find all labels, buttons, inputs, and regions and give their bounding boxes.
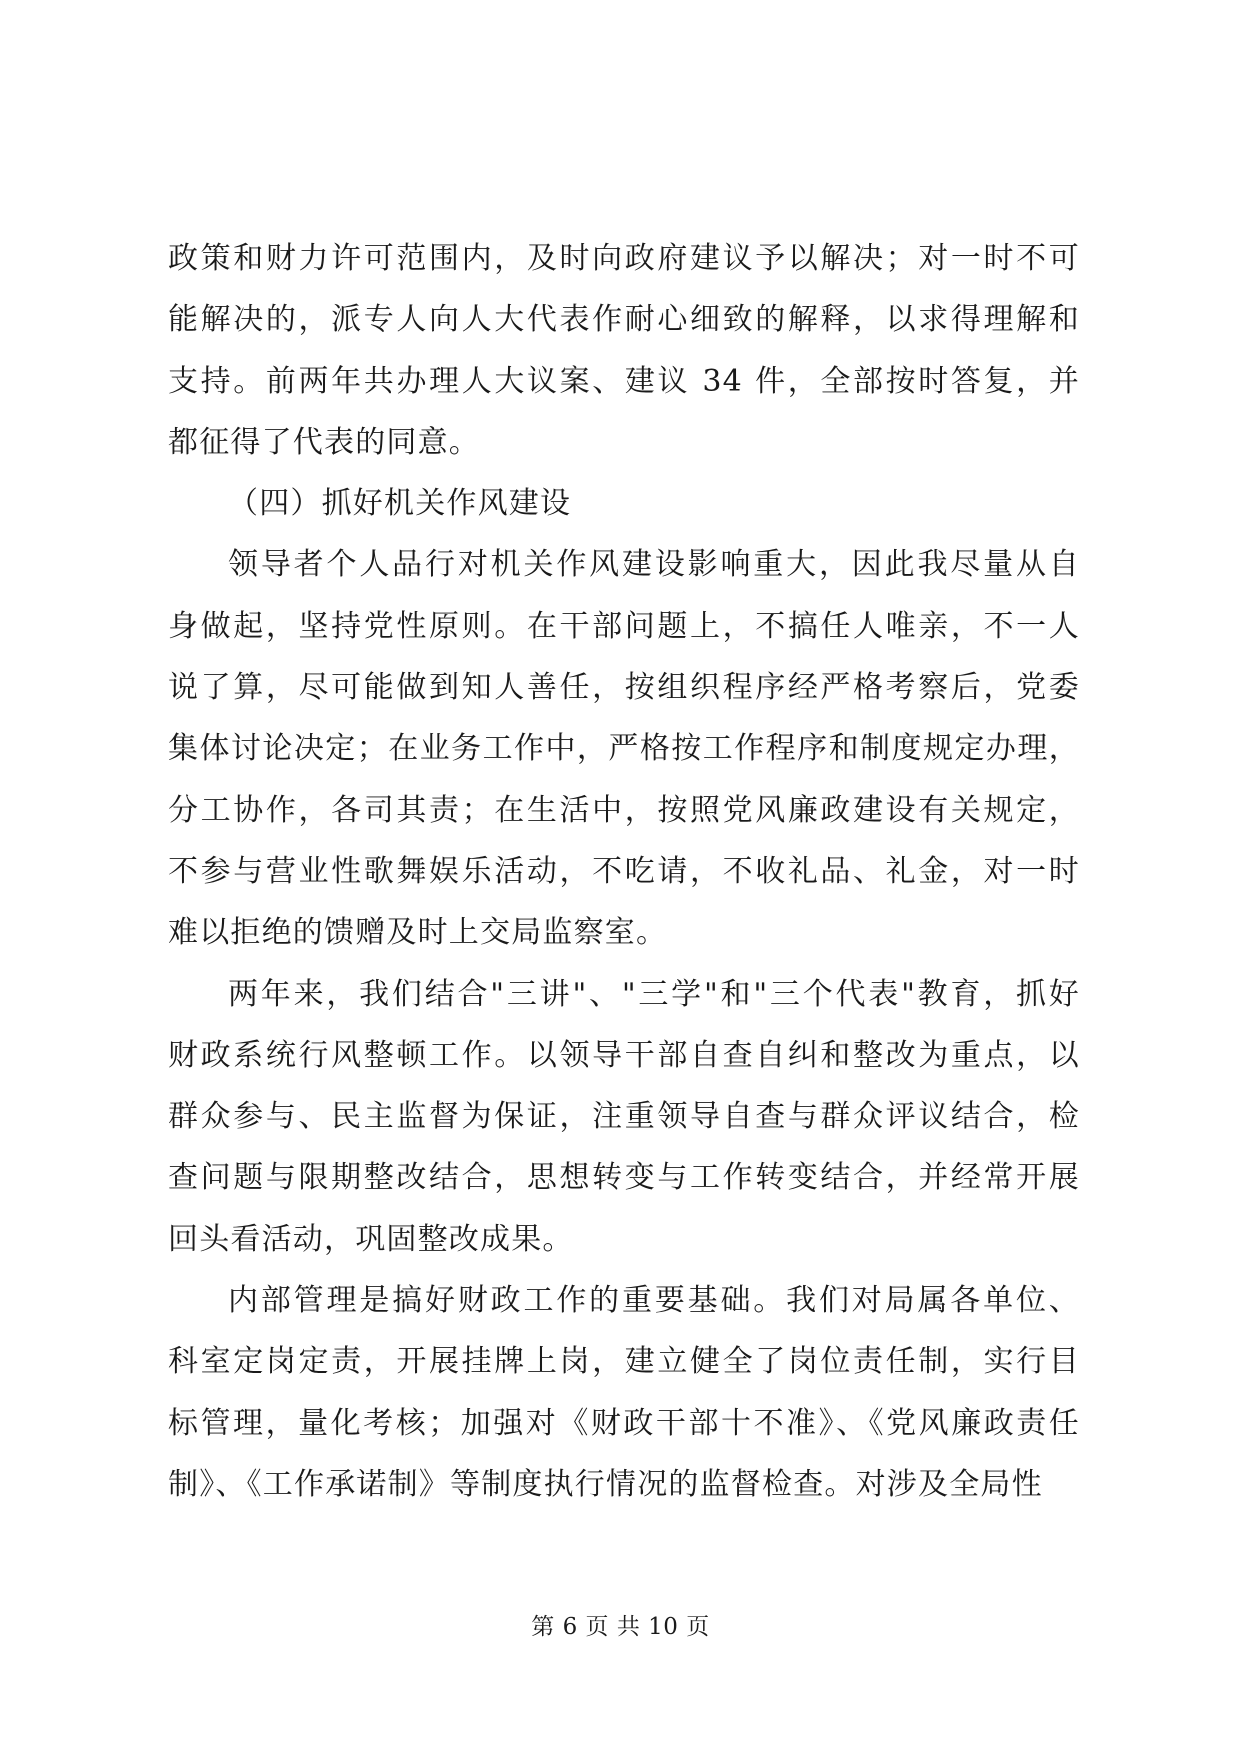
paragraph-line: 集体讨论决定；在业务工作中，严格按工作程序和制度规定办理， <box>168 731 1080 767</box>
paragraph-line: 财政系统行风整顿工作。以领导干部自查自纠和整改为重点，以 <box>168 1037 1080 1073</box>
paragraph-line: 都征得了代表的同意。 <box>168 424 480 460</box>
document-body <box>168 228 1080 1515</box>
paragraph-line: 不参与营业性歌舞娱乐活动，不吃请，不收礼品、礼金，对一时 <box>168 853 1080 889</box>
paragraph-line: 科室定岗定责，开展挂牌上岗，建立健全了岗位责任制，实行目 <box>168 1344 1080 1380</box>
paragraph-line: 身做起，坚持党性原则。在干部问题上，不搞任人唯亲，不一人 <box>168 608 1080 644</box>
paragraph-line: 说了算，尽可能做到知人善任，按组织程序经严格考察后，党委 <box>168 670 1080 706</box>
paragraph-line: 制》、《工作承诺制》等制度执行情况的监督检查。对涉及全局性 <box>168 1466 1043 1502</box>
paragraph-line: 回头看活动，巩固整改成果。 <box>168 1221 574 1257</box>
paragraph-line: 能解决的，派专人向人大代表作耐心细致的解释，以求得理解和 <box>168 302 1080 338</box>
paragraph-line: 难以拒绝的馈赠及时上交局监察室。 <box>168 915 668 951</box>
paragraph-line: 领导者个人品行对机关作风建设影响重大，因此我尽量从自 <box>228 547 1080 583</box>
paragraph-line: 群众参与、民主监督为保证，注重领导自查与群众评议结合，检 <box>168 1099 1080 1135</box>
paragraph-line: 两年来，我们结合"三讲"、"三学"和"三个代表"教育，抓好 <box>228 976 1080 1012</box>
paragraph-line: 查问题与限期整改结合，思想转变与工作转变结合，并经常开展 <box>168 1160 1080 1196</box>
paragraph-line: 政策和财力许可范围内，及时向政府建议予以解决；对一时不可 <box>168 241 1080 276</box>
paragraph-line: 分工协作，各司其责；在生活中，按照党风廉政建设有关规定， <box>168 792 1080 828</box>
paragraph-line: 标管理，量化考核；加强对《财政干部十不准》、《党风廉政责任 <box>168 1405 1080 1441</box>
paragraph-line: 支持。前两年共办理人大议案、建议 34 件，全部按时答复，并 <box>168 363 1080 399</box>
page-footer: 第 6 页 共 10 页 <box>531 1614 710 1640</box>
section-heading: （四）抓好机关作风建设 <box>228 486 572 522</box>
paragraph-line: 内部管理是搞好财政工作的重要基础。我们对局属各单位、 <box>228 1283 1080 1319</box>
